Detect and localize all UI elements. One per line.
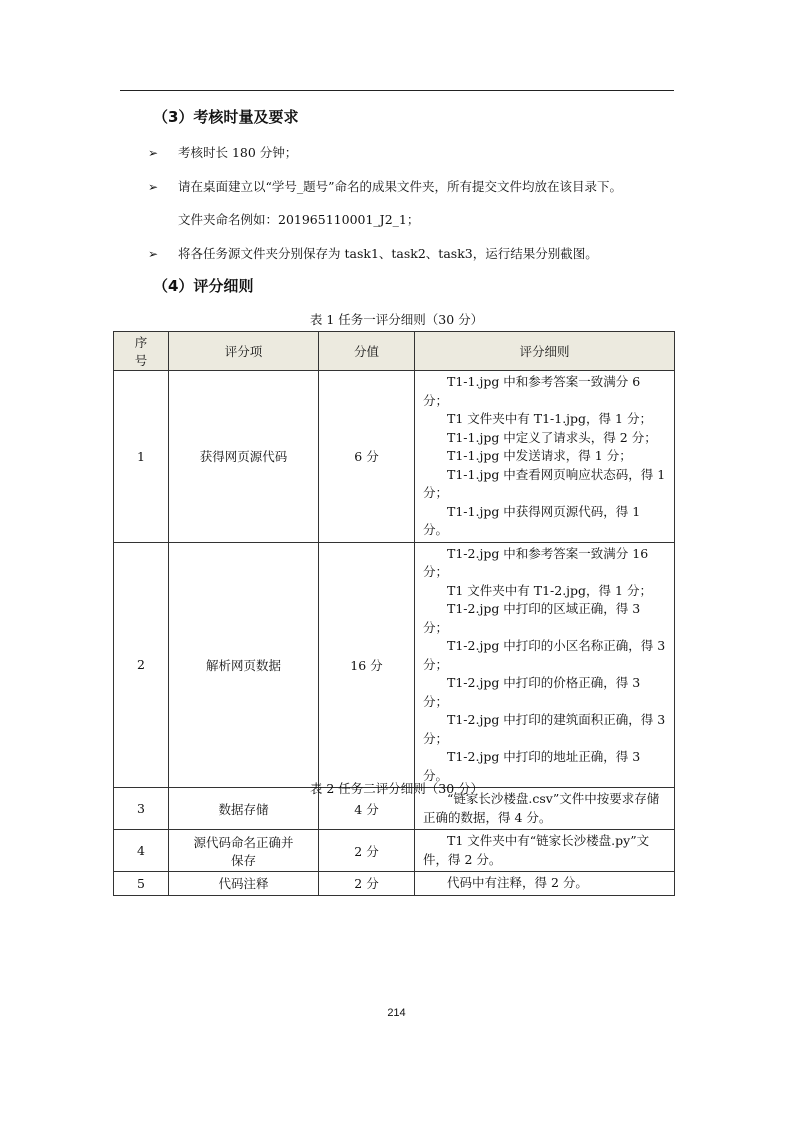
row-score: 16 分 <box>319 542 415 788</box>
detail-line: T1-2.jpg 中打印的建筑面积正确，得 3 分； <box>423 712 666 746</box>
bullet-text: 将各任务源文件夹分别保存为 task1、task2、task3，运行结果分别截图。 <box>178 246 598 261</box>
detail-line: T1-2.jpg 中和参考答案一致满分 16 分； <box>423 545 649 579</box>
detail-line: 代码中有注释，得 2 分。 <box>447 875 588 890</box>
row-no: 2 <box>114 542 169 788</box>
header-item: 评分项 <box>169 332 319 371</box>
detail-line: T1-1.jpg 中发送请求，得 1 分； <box>447 448 632 463</box>
detail-line: “链家长沙楼盘.csv”文件中按要求存储正确的数据，得 4 分。 <box>423 791 660 825</box>
row-score: 2 分 <box>319 830 415 872</box>
detail-line: T1-2.jpg 中打印的小区名称正确，得 3 分； <box>423 638 666 672</box>
detail-line: T1-2.jpg 中打印的区域正确，得 3 分； <box>423 601 641 635</box>
row-no: 4 <box>114 830 169 872</box>
section4-heading: （4）评分细则 <box>153 277 254 295</box>
bullet-text: 考核时长 180 分钟； <box>178 145 298 160</box>
header-score: 分值 <box>319 332 415 371</box>
detail-line: T1-2.jpg 中打印的价格正确，得 3 分； <box>423 675 641 709</box>
row-score: 2 分 <box>319 872 415 896</box>
row-item: 数据存储 <box>169 788 319 830</box>
arrow-bullet-icon: ➢ <box>148 247 159 261</box>
row-item: 代码注释 <box>169 872 319 896</box>
detail-line: T1-1.jpg 中查看网页响应状态码，得 1 分； <box>423 466 666 500</box>
bullet-save <box>148 244 598 262</box>
arrow-bullet-icon: ➢ <box>148 180 159 194</box>
row-details <box>415 872 675 896</box>
table-row <box>114 830 675 872</box>
row-item: 解析网页数据 <box>169 542 319 788</box>
page-number: 214 <box>387 1007 406 1019</box>
detail-line: T1 文件夹中有 T1-2.jpg，得 1 分； <box>447 582 652 598</box>
row-no: 5 <box>114 872 169 896</box>
detail-line: T1-1.jpg 中定义了请求头，得 2 分； <box>447 429 657 445</box>
detail-line: T1 文件夹中有 T1-1.jpg，得 1 分； <box>447 411 652 426</box>
table-row <box>114 872 675 896</box>
row-details <box>415 830 675 872</box>
table-header-row <box>114 332 675 371</box>
table1-caption: 表 1 任务一评分细则（30 分） <box>309 312 484 327</box>
header-rule <box>120 90 674 91</box>
row-item: 获得网页源代码 <box>169 371 319 543</box>
detail-line: T1-2.jpg 中打印的地址正确，得 3 分。 <box>423 749 641 783</box>
bullet-folder <box>148 177 622 195</box>
row-item: 源代码命名正确并 保存 <box>169 830 319 872</box>
row-no: 3 <box>114 788 169 830</box>
row-details <box>415 542 675 788</box>
table-row <box>114 542 675 788</box>
detail-line: T1 文件夹中有“链家长沙楼盘.py”文件，得 2 分。 <box>423 833 650 867</box>
row-no: 1 <box>114 371 169 543</box>
bullet-text: 请在桌面建立以“学号_题号”命名的成果文件夹，所有提交文件均放在该目录下。 <box>178 179 623 194</box>
bullet-duration <box>148 143 297 161</box>
header-detail: 评分细则 <box>415 332 675 371</box>
table-row <box>114 371 675 543</box>
section3-heading: （3）考核时量及要求 <box>153 108 299 126</box>
arrow-bullet-icon: ➢ <box>148 146 159 160</box>
row-score: 6 分 <box>319 371 415 543</box>
detail-line: T1-1.jpg 中获得网页源代码，得 1 分。 <box>423 503 641 537</box>
folder-example: 文件夹命名例如：201965110001_J2_1； <box>178 212 420 227</box>
header-no: 序 号 <box>114 332 169 371</box>
detail-line: T1-1.jpg 中和参考答案一致满分 6 分； <box>423 374 641 408</box>
scoring-table <box>113 331 675 896</box>
row-details <box>415 371 675 543</box>
row-score: 4 分 <box>319 788 415 830</box>
table2-caption: 表 2 任务二评分细则（30 分） <box>309 781 484 796</box>
